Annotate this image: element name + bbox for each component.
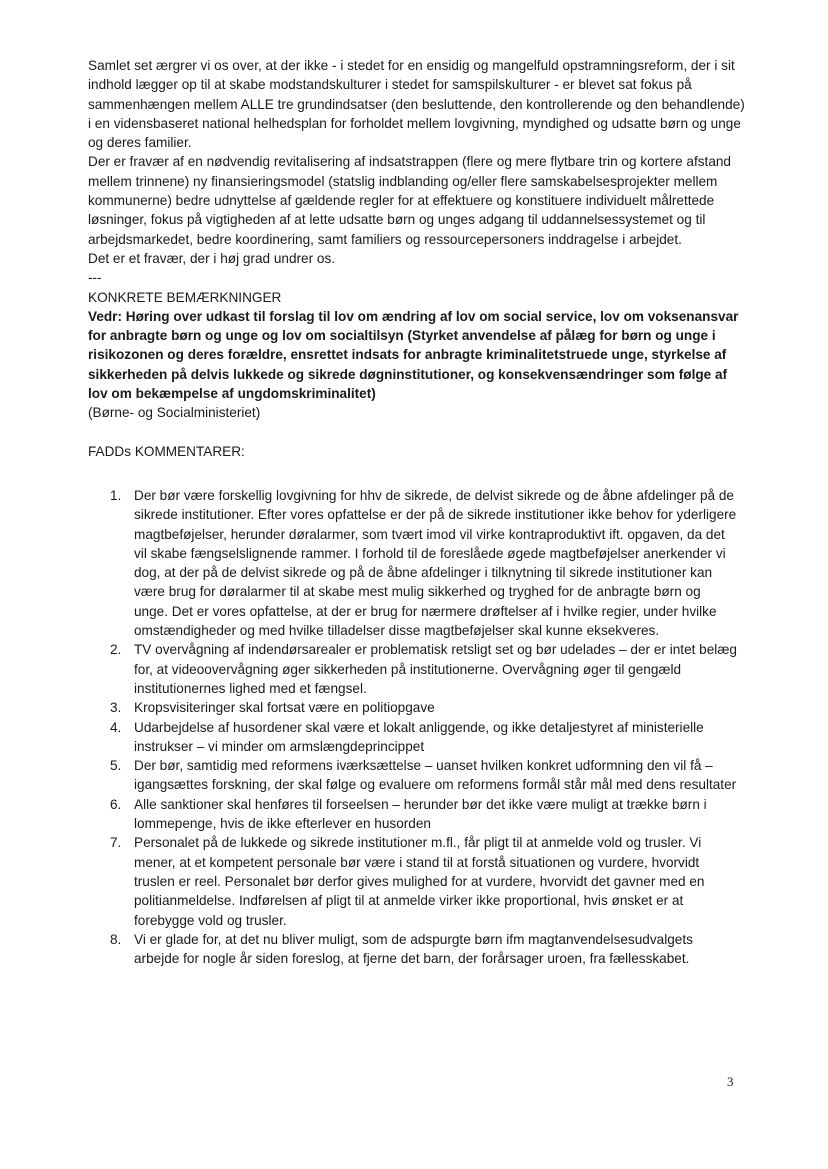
list-item <box>88 930 738 969</box>
list-text: Der bør, samtidig med reformens iværksættelse – uanset hvilken konkret udformning den vil få – igangsættes forskning, der skal følge og evaluere om reformens formål står mål med dens resultater <box>134 758 737 793</box>
list-item <box>88 756 738 795</box>
list-text: Kropsvisiteringer skal fortsat være en politiopgave <box>134 700 435 716</box>
list-number: 7. <box>110 835 122 851</box>
list-number: 3. <box>110 700 122 716</box>
list-text: Personalet på de lukkede og sikrede institutioner m.fl., får pligt til at anmelde vold og trusler. Vi mener, at et kompetent personale bør være i stand til at forstå situationen og vurdere, hvorvidt truslen er reel. Personalet bør derfor gives mulighed for at vurdere, hvorvidt det gavner med en politianmeldelse. Indførelsen af pligt til at anmelde virker ikke proportional, hvis ønsket er at forebygge vold og trusler. <box>134 835 705 928</box>
list-item <box>88 718 738 757</box>
intro-paragraph-1: Samlet set ærgrer vi os over, at der ikke - i stedet for en ensidig og mangelfuld opstramningsreform, der i sit indhold lægger op til at skabe modstandskulturer i stedet for samspilskulturer - er blevet sat fokus på sammenhængen mellem ALLE tre grundindsatser (den besluttende, den kontrollerende og den behandlende) i en vidensbaseret national helhedsplan for forholdet mellem lovgivning, myndighed og udsatte børn og unge og deres familier. <box>88 58 745 151</box>
list-item <box>88 486 738 640</box>
list-number: 2. <box>110 642 122 658</box>
comments-heading: FADDs KOMMENTARER: <box>88 443 245 459</box>
list-number: 5. <box>110 758 122 774</box>
list-number: 8. <box>110 931 122 947</box>
section-heading: KONKRETE BEMÆRKNINGER <box>88 289 282 305</box>
list-text: Udarbejdelse af husordener skal være et lokalt anliggende, og ikke detaljestyret af ministerielle instrukser – vi minder om armslængdeprincippet <box>134 719 704 754</box>
list-text: Vi er glade for, at det nu bliver muligt, som de adspurgte børn ifm magtanvendelsesudvalgets arbejde for nogle år siden foreslog, at fjerne det barn, der forårsager uroen, fra fællesskabet. <box>134 931 693 967</box>
intro-paragraph-2: Der er fravær af en nødvendig revitalisering af indsatstrappen (flere og mere flytbare trin og kortere afstand mellem trinnene) ny finansieringsmodel (statslig indblanding og/eller flere samskabelsesprojekter mellem kommunerne) bedre udnyttelse af gældende regler for at effektuere og konstituere individuelt målrettede løsninger, fokus på vigtigheden af at lette udsatte børn og unges adgang til uddannelsessystemet og til arbejdsmarkedet, bedre koordinering, samt familiers og ressourcepersoners inddragelse i arbejdet. <box>88 154 731 247</box>
intro-paragraph-3: Det er et fravær, der i høj grad undrer os. <box>88 250 336 266</box>
list-item <box>88 795 738 834</box>
list-text: TV overvågning af indendørsarealer er problematisk retsligt set og bør udelades – der er intet belæg for, at videoovervågning øger sikkerheden på institutionerne. Overvågning øger til gengæld institutionernes lighed med et fængsel. <box>134 642 737 696</box>
list-number: 4. <box>110 719 122 735</box>
list-text: Alle sanktioner skal henføres til forseelsen – herunder bør det ikke være muligt at trække børn i lommepenge, hvis de ikke efterlever en husorden <box>134 796 707 832</box>
page-number: 3 <box>727 1074 734 1089</box>
separator: --- <box>88 270 102 286</box>
list-number: 6. <box>110 796 122 812</box>
list-number: 1. <box>110 488 122 503</box>
ministry-line: (Børne- og Socialministeriet) <box>88 405 261 421</box>
list-item <box>88 833 738 929</box>
list-text: Der bør være forskellig lovgivning for hhv de sikrede, de delvist sikrede og de åbne afdelinger på de sikrede institutioner. Efter vores opfattelse er der på de sikrede institutioner ikke behov for yderligere magtbeføjelser, herunder døralarmer, som tvært imod vil virke kontraproduktivt ift. opgaven, da det vil skabe fængselslignende rammer. I forhold til de foreslåede øgede magtbeføjelser anerkender vi dog, at der på de delvist sikrede og på de åbne afdelinger i tilknytning til sikrede institutioner kan være brug for døralarmer til at skabe mest mulig sikkerhed og tryghed for de anbragte børn og unge. Det er vores opfattelse, at der er brug for nærmere drøftelser af i hvilke regier, under hvilke omstændigheder og med hvilke tilladelser disse magtbeføjelser skal kunne eksekveres. <box>134 488 737 639</box>
intro-section <box>88 56 750 461</box>
subject-line: Vedr: Høring over udkast til forslag til lov om ændring af lov om social service, lov om voksenansvar for anbragte børn og unge og lov om socialtilsyn (Styrket anvendelse af pålæg for børn og unge i risikozonen og deres forældre, ensrettet indsats for anbragte kriminalitetstruede unge, styrkelse af sikkerheden på delvis lukkede og sikrede døgninstitutioner, og konsekvensændringer som følge af lov om bekæmpelse af ungdomskriminalitet) <box>88 308 739 402</box>
list-item <box>88 640 738 698</box>
comments-list <box>88 486 738 968</box>
list-item <box>88 698 738 717</box>
